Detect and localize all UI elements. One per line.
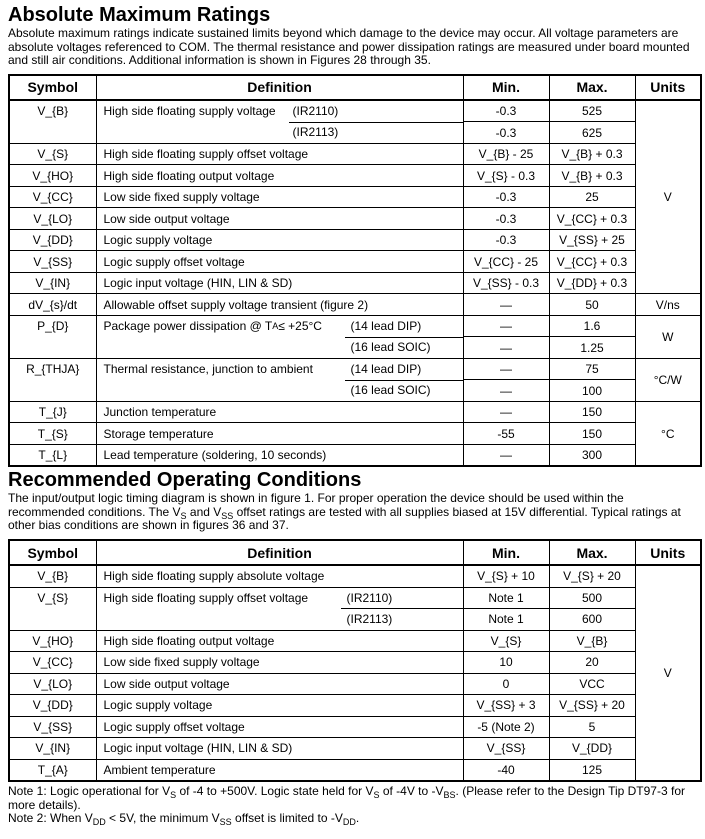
definition-qualifier: (IR2110) [289,101,463,123]
definition-cell: Low side output voltage [96,673,463,695]
table-row [9,294,701,316]
min-cell: — [463,380,549,402]
max-cell: V_{DD} [549,738,635,760]
max-cell: 100 [549,380,635,402]
definition-cell: Logic supply offset voltage [96,251,463,273]
footnotes [8,785,700,826]
units-cell: W [635,315,701,358]
definition-cell: Low side output voltage [96,208,463,230]
symbol-cell: V_{SS} [9,716,96,738]
symbol-cell: V_{B} [9,100,96,144]
definition-split [97,316,463,337]
table-row [9,229,701,251]
max-cell: 625 [549,122,635,144]
max-cell: V_{B} + 0.3 [549,165,635,187]
max-cell: 1.6 [549,315,635,337]
definition-cell [96,587,463,609]
table-row [9,587,701,609]
table-row [9,565,701,587]
symbol-cell: T_{A} [9,759,96,781]
definition-cell [96,315,463,337]
max-cell: V_{B} + 0.3 [549,143,635,165]
definition-text: High side floating supply voltage [103,104,276,119]
min-cell: -0.3 [463,229,549,251]
column-header-min: Min. [463,540,549,565]
symbol-cell: V_{IN} [9,272,96,294]
definition-qualifier: (IR2113) [292,125,339,140]
units-cell: °C [635,401,701,466]
table-row [9,630,701,652]
symbol-cell: T_{J} [9,401,96,423]
symbol-cell: V_{S} [9,143,96,165]
max-cell: 50 [549,294,635,316]
table-row [9,759,701,781]
table-row [9,122,701,144]
symbol-cell: R_{THJA} [9,358,96,401]
section-title-recommended: Recommended Operating Conditions [8,469,362,492]
footnote: Note 1: Logic operational for $V_S$ of -4 to +500V. Logic state held for $V_S$ of -4V to $-V_{BS}$. (Please refer to the Design Tip DT97-3 for more details). [8,784,685,812]
symbol-cell: V_{S} [9,587,96,630]
definition-qualifier: (14 lead DIP) [345,316,463,338]
definition-text [97,609,341,630]
definition-cell: Logic supply offset voltage [96,716,463,738]
table-row [9,673,701,695]
definition-split [97,337,463,358]
definition-cell [96,337,463,359]
definition-qualifier: (IR2113) [346,612,393,627]
min-cell: V_{S} + 10 [463,565,549,587]
definition-qualifier: (16 lead SOIC) [350,383,431,398]
symbol-cell: V_{B} [9,565,96,587]
definition-split [97,380,463,401]
definition-text: Package power dissipation @ T A ≤ +25°C [103,319,322,334]
max-cell: 75 [549,358,635,380]
table-row [9,358,701,380]
symbol-cell: V_{IN} [9,738,96,760]
symbol-cell: V_{SS} [9,251,96,273]
min-cell: -0.3 [463,186,549,208]
definition-split [97,588,463,609]
max-cell: 500 [549,587,635,609]
definition-cell [96,122,463,144]
min-cell: V_{SS} - 0.3 [463,272,549,294]
table-row [9,380,701,402]
min-cell: V_{SS} [463,738,549,760]
max-cell: V_{SS} + 20 [549,695,635,717]
table-row [9,143,701,165]
table-row [9,165,701,187]
definition-cell: High side floating output voltage [96,630,463,652]
definition-cell: Lead temperature (soldering, 10 seconds) [96,444,463,466]
min-cell: -5 (Note 2) [463,716,549,738]
definition-cell [96,100,463,122]
max-cell: 600 [549,609,635,631]
footnote: Note 2: When $V_{DD} < 5V$, the minimum $V_{SS}$ offset is limited to $-V_{DD}$. [8,811,360,828]
definition-cell: Low side fixed supply voltage [96,186,463,208]
absolute-max-ratings-table [8,74,702,468]
max-cell: V_{B} [549,630,635,652]
min-cell: V_{S} [463,630,549,652]
table-row [9,251,701,273]
table-row [9,423,701,445]
max-cell: V_{CC} + 0.3 [549,251,635,273]
symbol-cell: dV_{s}/dt [9,294,96,316]
column-header-units: Units [635,75,701,100]
definition-cell: Ambient temperature [96,759,463,781]
units-cell: V [635,565,701,781]
max-cell: V_{SS} + 25 [549,229,635,251]
table-row [9,272,701,294]
max-cell: 5 [549,716,635,738]
column-header-symbol: Symbol [9,75,96,100]
definition-cell [96,358,463,380]
symbol-cell: P_{D} [9,315,96,358]
definition-cell: High side floating output voltage [96,165,463,187]
symbol-cell: V_{DD} [9,229,96,251]
section-intro: Absolute maximum ratings indicate sustained limits beyond which damage to the device may occur. All voltage parameters are absolute voltages referenced to COM. The thermal resistance and power dissipation ratings are measured under board mounted and still air conditions. Additional information is shown in Figures 28 through 35. [8,26,690,68]
max-cell: V_{S} + 20 [549,565,635,587]
table-row [9,609,701,631]
recommended-conditions-table [8,539,702,782]
column-header-units: Units [635,540,701,565]
column-header-max: Max. [549,540,635,565]
max-cell: V_{DD} + 0.3 [549,272,635,294]
symbol-cell: V_{CC} [9,652,96,674]
min-cell: Note 1 [463,587,549,609]
table-row [9,401,701,423]
definition-cell [96,380,463,402]
definition-cell: High side floating supply offset voltage [96,143,463,165]
definition-cell: High side floating supply absolute voltage [96,565,463,587]
max-cell: 300 [549,444,635,466]
section-title-absolute-max: Absolute Maximum Ratings [8,4,271,26]
max-cell: 525 [549,100,635,122]
definition-text [97,337,345,358]
column-header-symbol: Symbol [9,540,96,565]
definition-qualifier: (16 lead SOIC) [350,340,431,355]
header-row [9,540,701,565]
table-row [9,695,701,717]
min-cell: -40 [463,759,549,781]
units-cell: °C/W [635,358,701,401]
max-cell: VCC [549,673,635,695]
table-row [9,738,701,760]
symbol-cell: V_{LO} [9,673,96,695]
definition-cell: Storage temperature [96,423,463,445]
definition-cell: Low side fixed supply voltage [96,652,463,674]
definition-cell: Logic supply voltage [96,695,463,717]
column-header-definition: Definition [96,540,463,565]
definition-split [97,359,463,380]
min-cell: V_{B} - 25 [463,143,549,165]
symbol-cell: T_{L} [9,444,96,466]
table-row [9,186,701,208]
max-cell: V_{CC} + 0.3 [549,208,635,230]
min-cell: -0.3 [463,100,549,122]
min-cell: Note 1 [463,609,549,631]
min-cell: — [463,315,549,337]
min-cell: — [463,294,549,316]
column-header-definition: Definition [96,75,463,100]
section-intro: The input/output logic timing diagram is shown in figure 1. For proper operation the device should be used within the recommended conditions. The $V_S$ and $V_{SS}$ offset ratings are tested with all supplies biased at 15V differential. Typical ratings at other bias conditions are shown in figures 36 and 37. [8,491,681,533]
units-cell: V/ns [635,294,701,316]
symbol-cell: V_{DD} [9,695,96,717]
column-header-max: Max. [549,75,635,100]
min-cell: — [463,401,549,423]
min-cell: V_{SS} + 3 [463,695,549,717]
column-header-min: Min. [463,75,549,100]
symbol-cell: V_{HO} [9,630,96,652]
min-cell: — [463,358,549,380]
max-cell: 20 [549,652,635,674]
definition-split [97,122,463,143]
table-row [9,208,701,230]
definition-split [97,101,463,122]
max-cell: 150 [549,401,635,423]
min-cell: V_{S} - 0.3 [463,165,549,187]
min-cell: V_{CC} - 25 [463,251,549,273]
definition-split [97,609,463,630]
table-row [9,100,701,122]
min-cell: -0.3 [463,208,549,230]
definition-cell: Logic input voltage (HIN, LIN & SD) [96,272,463,294]
definition-qualifier: (14 lead DIP) [345,359,463,381]
table-row [9,337,701,359]
min-cell: 10 [463,652,549,674]
table-row [9,716,701,738]
table-row [9,652,701,674]
header-row [9,75,701,100]
units-cell: V [635,100,701,294]
max-cell: 150 [549,423,635,445]
symbol-cell: V_{CC} [9,186,96,208]
min-cell: -55 [463,423,549,445]
min-cell: -0.3 [463,122,549,144]
symbol-cell: V_{LO} [9,208,96,230]
definition-qualifier: (IR2110) [341,588,463,610]
definition-cell: Junction temperature [96,401,463,423]
max-cell: 1.25 [549,337,635,359]
definition-cell: Allowable offset supply voltage transient (figure 2) [96,294,463,316]
table-row [9,315,701,337]
max-cell: 25 [549,186,635,208]
definition-text [97,380,345,401]
symbol-cell: V_{HO} [9,165,96,187]
definition-cell: Logic supply voltage [96,229,463,251]
definition-cell [96,609,463,631]
definition-text: High side floating supply offset voltage [103,591,309,606]
max-cell: 125 [549,759,635,781]
definition-cell: Logic input voltage (HIN, LIN & SD) [96,738,463,760]
min-cell: — [463,444,549,466]
table-row [9,444,701,466]
definition-text: Thermal resistance, junction to ambient [103,362,313,377]
min-cell: — [463,337,549,359]
symbol-cell: T_{S} [9,423,96,445]
min-cell: 0 [463,673,549,695]
definition-text [97,122,289,143]
